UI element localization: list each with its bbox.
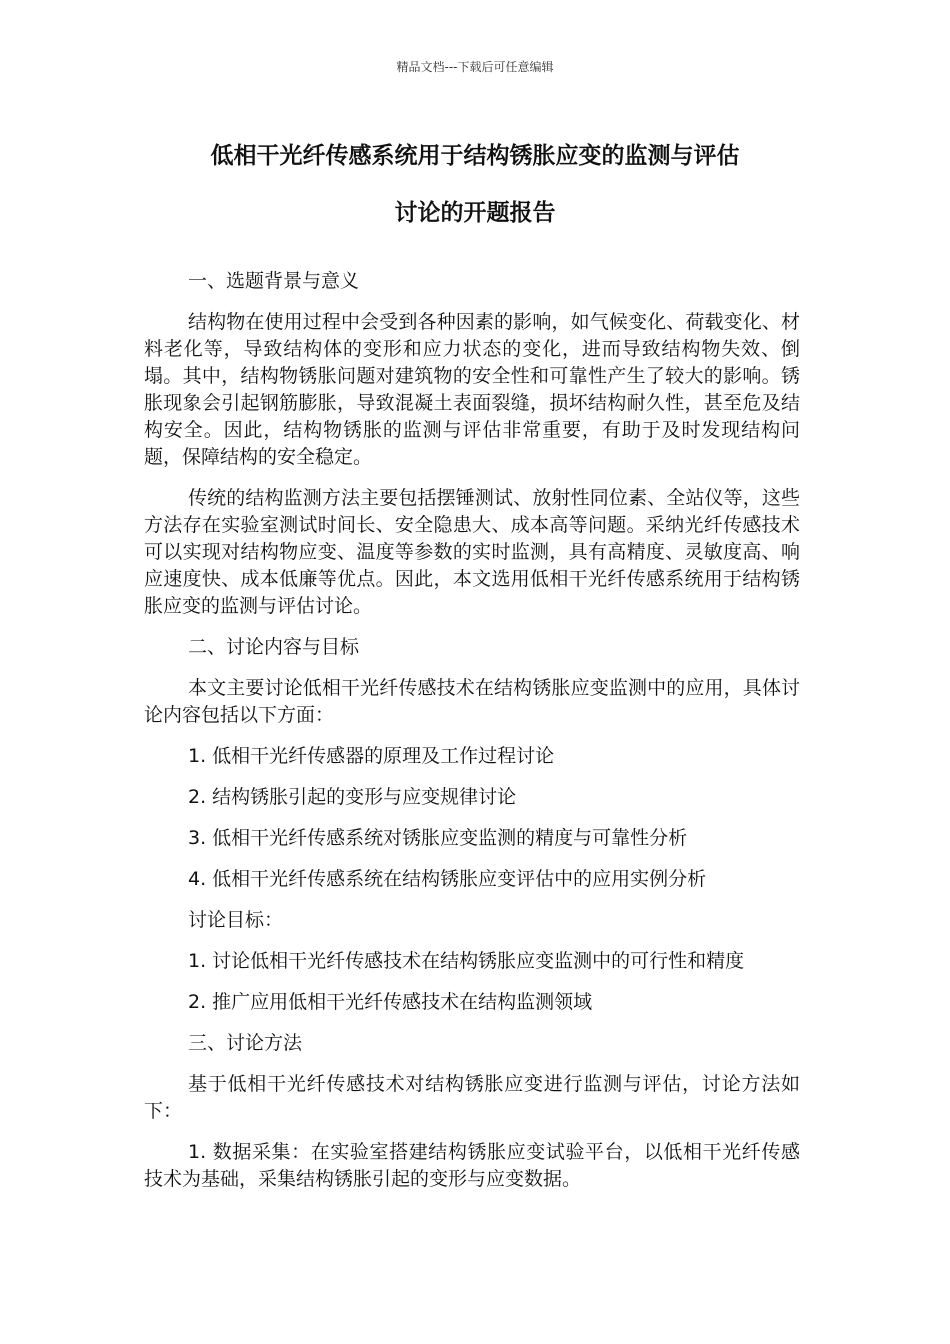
goals-label: 讨论目标： (188, 909, 284, 931)
paragraph: 基于低相干光纤传感技术对结构锈胀应变进行监测与评估，讨论方法如下： (144, 1073, 800, 1122)
paragraph: 结构物在使用过程中会受到各种因素的影响，如气候变化、荷载变化、材料老化等，导致结构体的变形和应力状态的变化，进而导致结构物失效、倒塌。其中，结构物锈胀问题对建筑物的安全性和可靠性产生了较大的影响。锈胀现象会引起钢筋膨胀，导致混凝土表面裂缝，损坏结构耐久性，甚至危及结构安全。因此，结构物锈胀的监测与评估非常重要，有助于及时发现结构问题，保障结构的安全稳定。 (144, 311, 800, 468)
document-title (140, 128, 810, 242)
list-item: 1. 低相干光纤传感器的原理及工作过程讨论 (188, 745, 555, 767)
list-item: 1. 数据采集：在实验室搭建结构锈胀应变试验平台，以低相干光纤传感技术为基础，采集结构锈胀引起的变形与应变数据。 (144, 1141, 800, 1190)
section-heading-content: 二、讨论内容与目标 (188, 636, 360, 658)
section-heading-background: 一、选题背景与意义 (188, 270, 360, 292)
list-item: 1. 讨论低相干光纤传感技术在结构锈胀应变监测中的可行性和精度 (188, 950, 745, 972)
list-item: 2. 推广应用低相干光纤传感技术在结构监测领域 (188, 991, 593, 1013)
list-item: 2. 结构锈胀引起的变形与应变规律讨论 (188, 786, 517, 808)
title-line-2: 讨论的开题报告 (394, 200, 556, 226)
list-item: 3. 低相干光纤传感系统对锈胀应变监测的精度与可靠性分析 (188, 827, 688, 849)
document-body (144, 268, 800, 1207)
header-note: 精品文档---下载后可任意编辑 (396, 60, 554, 74)
list-item: 4. 低相干光纤传感系统在结构锈胀应变评估中的应用实例分析 (188, 868, 707, 890)
title-line-1: 低相干光纤传感系统用于结构锈胀应变的监测与评估 (210, 143, 740, 169)
paragraph: 本文主要讨论低相干光纤传感技术在结构锈胀应变监测中的应用，具体讨论内容包括以下方面： (144, 677, 800, 726)
paragraph: 传统的结构监测方法主要包括摆锤测试、放射性同位素、全站仪等，这些方法存在实验室测试时间长、安全隐患大、成本高等问题。采纳光纤传感技术可以实现对结构物应变、温度等参数的实时监测，具有高精度、灵敏度高、响应速度快、成本低廉等优点。因此，本文选用低相干光纤传感系统用于结构锈胀应变的监测与评估讨论。 (144, 487, 800, 617)
section-heading-method: 三、讨论方法 (188, 1032, 303, 1054)
